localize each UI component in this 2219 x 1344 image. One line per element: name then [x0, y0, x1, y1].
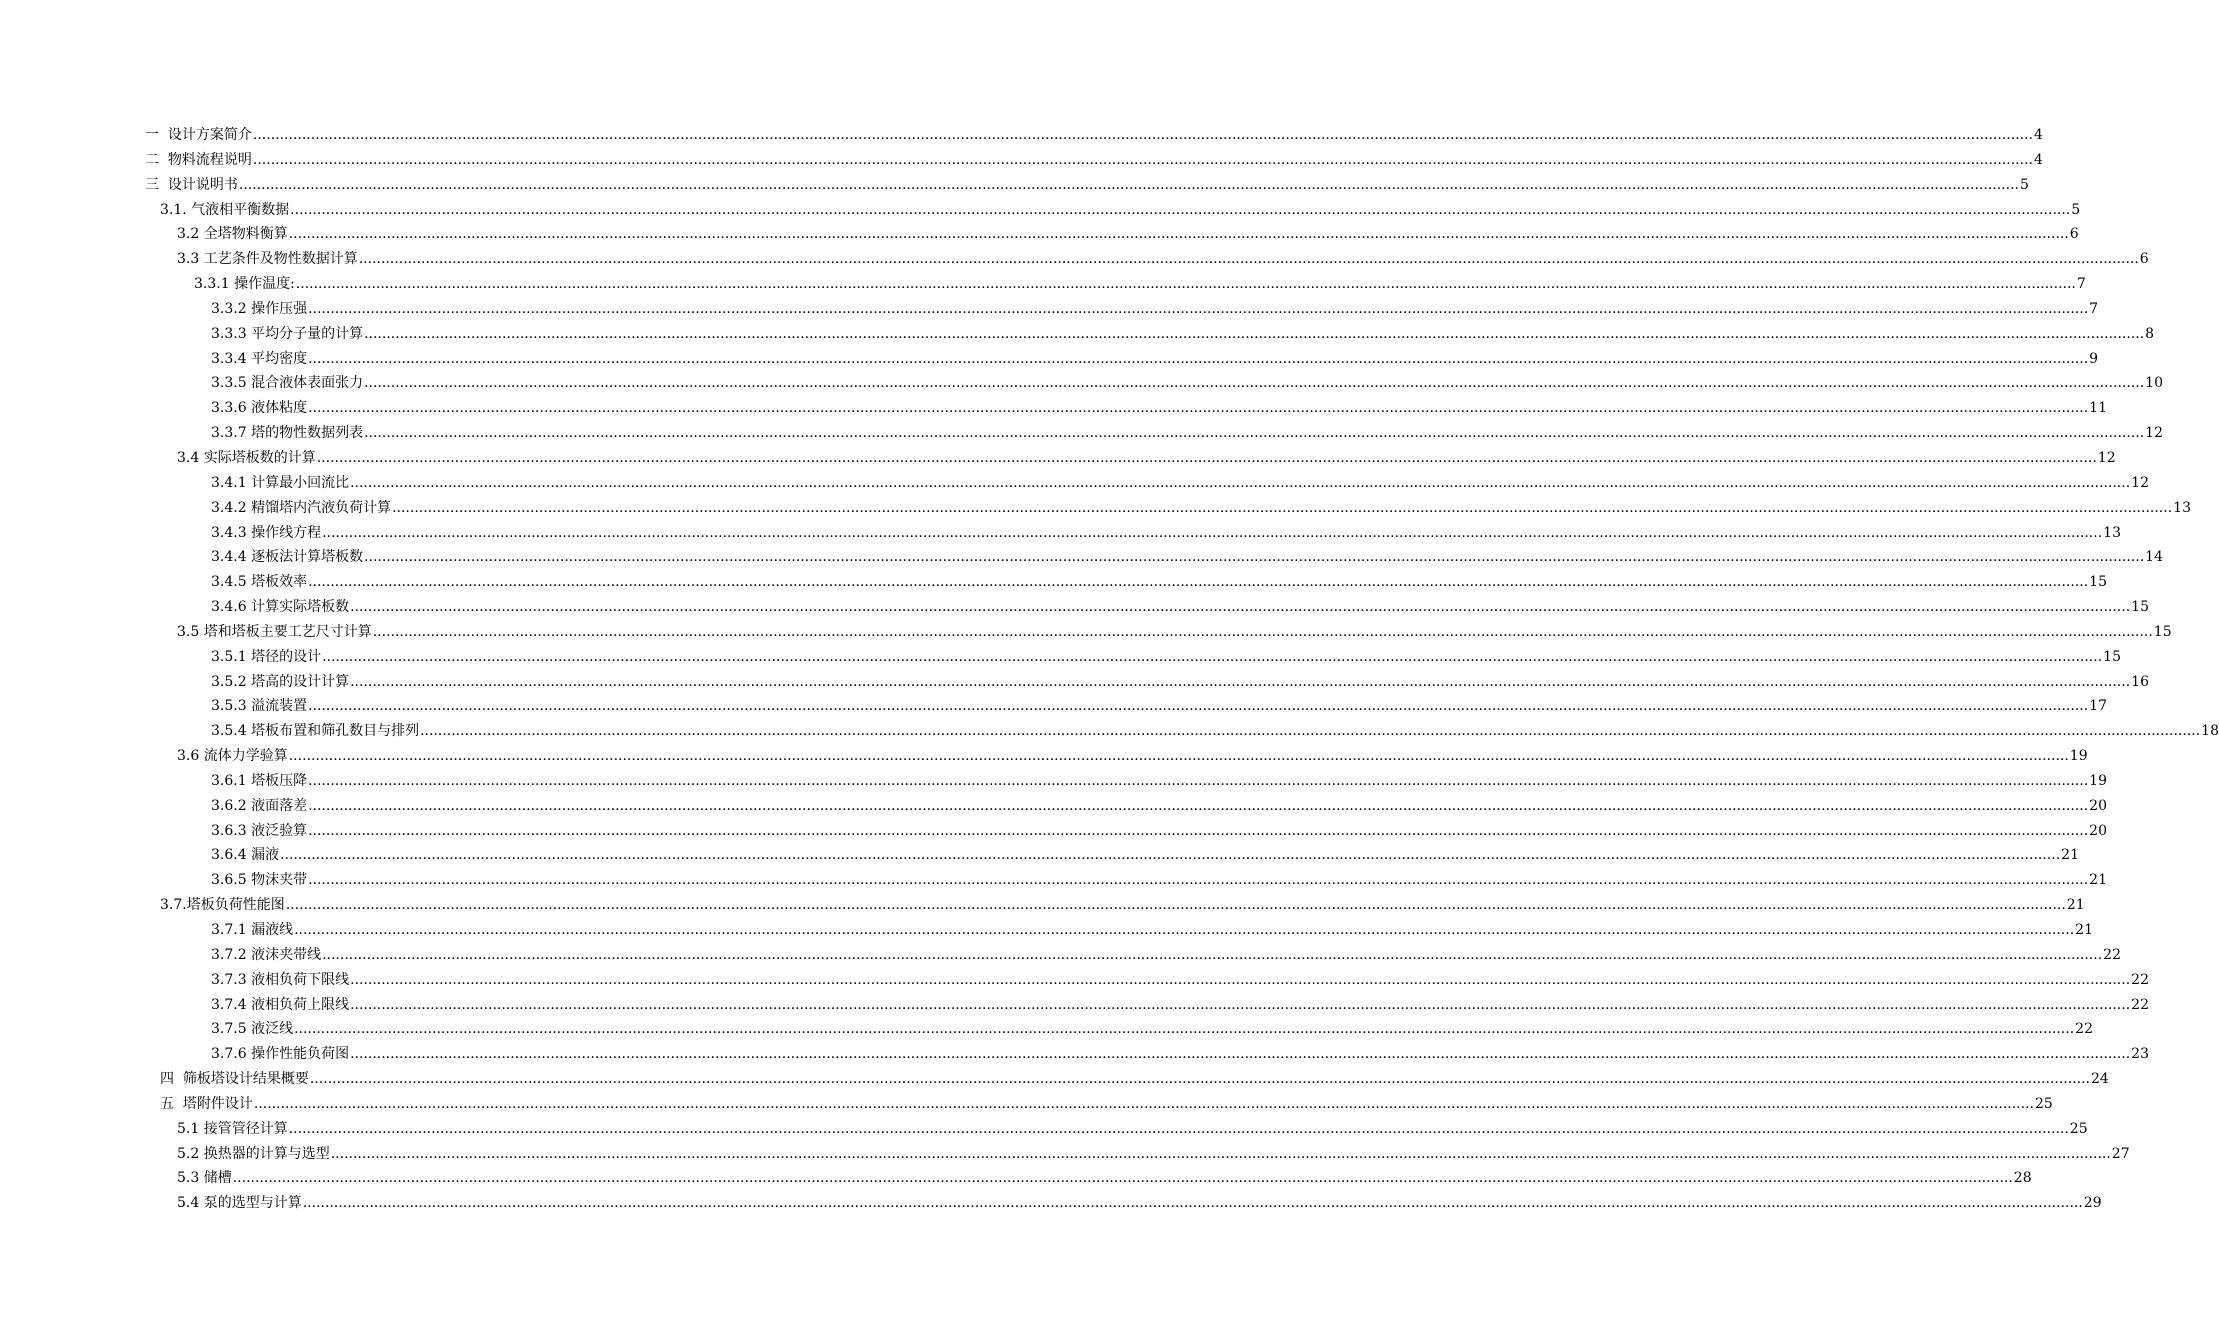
- toc-leader-dots: ................................................................................................................................................................................................................................................................................................................................................................................................................: [308, 772, 2089, 789]
- toc-entry-title: 3.7.5 液泛线: [211, 1021, 294, 1038]
- toc-entry-title: 3.3.3 平均分子量的计算: [211, 325, 364, 342]
- toc-entry-page-number: 12: [2097, 449, 2116, 466]
- toc-entry[interactable]: [145, 123, 2043, 148]
- toc-entry[interactable]: [211, 421, 2163, 446]
- toc-entry-page-number: 13: [2173, 499, 2191, 516]
- toc-entry-page-number: 6: [2069, 226, 2079, 243]
- toc-entry[interactable]: [211, 645, 2121, 670]
- toc-entry-title: 一 设计方案简介: [145, 127, 252, 143]
- toc-entry[interactable]: [177, 620, 2172, 645]
- toc-leader-dots: ................................................................................................................................................................................................................................................................................................................................................................................................................: [322, 648, 2103, 665]
- toc-entry[interactable]: [177, 1166, 2032, 1191]
- toc-entry-title: 3.7.2 液沫夹带线: [211, 946, 322, 963]
- toc-entry-page-number: 22: [2131, 971, 2149, 988]
- toc-entry[interactable]: [177, 1191, 2102, 1216]
- toc-entry[interactable]: [211, 545, 2163, 570]
- toc-leader-dots: ................................................................................................................................................................................................................................................................................................................................................................................................................: [316, 449, 2097, 466]
- toc-entry-page-number: 22: [2075, 1021, 2093, 1038]
- toc-leader-dots: ................................................................................................................................................................................................................................................................................................................................................................................................................: [350, 673, 2131, 690]
- toc-entry-title: 3.7.1 漏液线: [211, 922, 294, 938]
- toc-entry-page-number: 15: [2131, 599, 2149, 616]
- toc-entry[interactable]: [211, 347, 2099, 372]
- toc-entry-page-number: 27: [2111, 1145, 2130, 1162]
- toc-entry[interactable]: [211, 371, 2163, 396]
- toc-entry[interactable]: [211, 521, 2121, 546]
- toc-leader-dots: ................................................................................................................................................................................................................................................................................................................................................................................................................: [253, 1095, 2034, 1112]
- toc-leader-dots: ................................................................................................................................................................................................................................................................................................................................................................................................................: [364, 375, 2145, 392]
- toc-leader-dots: ................................................................................................................................................................................................................................................................................................................................................................................................................: [364, 425, 2145, 442]
- toc-entry-page-number: 9: [2089, 350, 2099, 367]
- toc-entry-title: 3.3.5 混合液体表面张力: [211, 375, 364, 392]
- toc-entry-title: 3.6.1 塔板压降: [211, 772, 308, 789]
- toc-entry[interactable]: [211, 868, 2107, 893]
- toc-leader-dots: ................................................................................................................................................................................................................................................................................................................................................................................................................: [308, 872, 2089, 889]
- toc-entry-title: 3.4.2 精馏塔内汽液负荷计算: [211, 499, 392, 516]
- toc-entry-title: 5.2 换热器的计算与选型: [177, 1145, 330, 1162]
- toc-entry[interactable]: [194, 272, 2086, 297]
- toc-entry[interactable]: [211, 993, 2149, 1018]
- toc-entry[interactable]: [211, 471, 2149, 496]
- toc-entry-title: 3.6 流体力学验算: [177, 748, 288, 765]
- toc-entry-page-number: 20: [2089, 797, 2107, 814]
- toc-leader-dots: ................................................................................................................................................................................................................................................................................................................................................................................................................: [308, 350, 2089, 367]
- toc-entry-title: 3.3.1 操作温度:: [194, 276, 295, 293]
- toc-entry-title: 五 塔附件设计: [160, 1095, 253, 1112]
- toc-leader-dots: ................................................................................................................................................................................................................................................................................................................................................................................................................: [364, 325, 2145, 342]
- toc-leader-dots: ................................................................................................................................................................................................................................................................................................................................................................................................................: [308, 300, 2089, 317]
- toc-leader-dots: ................................................................................................................................................................................................................................................................................................................................................................................................................: [372, 623, 2153, 640]
- toc-leader-dots: ................................................................................................................................................................................................................................................................................................................................................................................................................: [350, 971, 2131, 988]
- toc-entry[interactable]: [211, 670, 2149, 695]
- toc-entry[interactable]: [211, 843, 2079, 868]
- toc-entry-title: 3.2 全塔物料衡算: [177, 226, 288, 243]
- toc-entry-title: 3.6.2 液面落差: [211, 797, 308, 814]
- toc-entry-title: 3.5.2 塔高的设计计算: [211, 673, 350, 690]
- toc-entry-title: 四 筛板塔设计结果概要: [160, 1071, 309, 1088]
- toc-leader-dots: ................................................................................................................................................................................................................................................................................................................................................................................................................: [232, 1170, 2013, 1187]
- toc-entry-title: 5.4 泵的选型与计算: [177, 1195, 302, 1212]
- toc-entry-page-number: 21: [2075, 922, 2093, 938]
- toc-entry[interactable]: [177, 1117, 2088, 1142]
- toc-entry-page-number: 16: [2131, 673, 2149, 690]
- toc-entry[interactable]: [211, 322, 2155, 347]
- toc-entry[interactable]: [211, 297, 2099, 322]
- toc-entry[interactable]: [211, 496, 2191, 521]
- toc-leader-dots: ................................................................................................................................................................................................................................................................................................................................................................................................................: [288, 748, 2069, 765]
- toc-entry-page-number: 11: [2089, 400, 2107, 417]
- toc-entry-title: 3.3.6 液体粘度: [211, 400, 308, 417]
- toc-entry[interactable]: [211, 1017, 2093, 1042]
- toc-entry[interactable]: [177, 222, 2079, 247]
- toc-entry-page-number: 29: [2083, 1195, 2102, 1212]
- toc-leader-dots: ................................................................................................................................................................................................................................................................................................................................................................................................................: [308, 698, 2089, 715]
- toc-leader-dots: ................................................................................................................................................................................................................................................................................................................................................................................................................: [252, 127, 2033, 143]
- toc-entry-page-number: 15: [2153, 623, 2172, 640]
- toc-entry-page-number: 25: [2069, 1120, 2088, 1137]
- toc-entry-title: 3.4 实际塔板数的计算: [177, 449, 316, 466]
- toc-entry-title: 3.3.4 平均密度: [211, 350, 308, 367]
- toc-entry[interactable]: [211, 819, 2107, 844]
- toc-entry-page-number: 17: [2089, 698, 2107, 715]
- toc-entry-page-number: 25: [2034, 1095, 2053, 1112]
- toc-entry-page-number: 15: [2089, 574, 2107, 591]
- toc-leader-dots: ................................................................................................................................................................................................................................................................................................................................................................................................................: [364, 549, 2145, 566]
- toc-entry-title: 3.7.3 液相负荷下限线: [211, 971, 350, 988]
- toc-entry-title: 二 物料流程说明: [145, 151, 252, 168]
- toc-entry[interactable]: [145, 148, 2043, 173]
- toc-entry-title: 3.5 塔和塔板主要工艺尺寸计算: [177, 623, 372, 640]
- toc-entry-title: 3.6.3 液泛验算: [211, 822, 308, 839]
- toc-entry-title: 3.4.1 计算最小回流比: [211, 474, 350, 491]
- toc-entry[interactable]: [177, 744, 2088, 769]
- toc-leader-dots: ................................................................................................................................................................................................................................................................................................................................................................................................................: [322, 524, 2103, 541]
- toc-entry-title: 3.4.5 塔板效率: [211, 574, 308, 591]
- toc-leader-dots: ................................................................................................................................................................................................................................................................................................................................................................................................................: [308, 574, 2089, 591]
- toc-entry-page-number: 24: [2090, 1071, 2109, 1088]
- toc-leader-dots: ................................................................................................................................................................................................................................................................................................................................................................................................................: [288, 1120, 2069, 1137]
- toc-entry-title: 3.5.4 塔板布置和筛孔数目与排列: [211, 723, 420, 740]
- toc-entry-page-number: 13: [2103, 524, 2121, 541]
- toc-entry-title: 3.1. 气液相平衡数据: [160, 201, 290, 218]
- toc-entry[interactable]: [145, 173, 2029, 198]
- toc-entry-title: 3.4.6 计算实际塔板数: [211, 599, 350, 616]
- toc-entry-page-number: 21: [2066, 897, 2085, 914]
- toc-leader-dots: ................................................................................................................................................................................................................................................................................................................................................................................................................: [302, 1195, 2083, 1212]
- toc-entry-title: 3.6.4 漏液: [211, 847, 280, 864]
- toc-entry-title: 3.7.塔板负荷性能图: [160, 897, 285, 914]
- toc-entry-page-number: 4: [2033, 127, 2043, 143]
- toc-leader-dots: ................................................................................................................................................................................................................................................................................................................................................................................................................: [308, 822, 2089, 839]
- toc-entry-title: 5.3 储槽: [177, 1170, 232, 1187]
- toc-entry[interactable]: [211, 1042, 2149, 1067]
- toc-entry-page-number: 20: [2089, 822, 2107, 839]
- toc-entry-page-number: 5: [2071, 201, 2081, 218]
- toc-entry-page-number: 22: [2131, 996, 2149, 1013]
- toc-leader-dots: ................................................................................................................................................................................................................................................................................................................................................................................................................: [252, 151, 2033, 168]
- toc-entry-title: 3.4.4 逐板法计算塔板数: [211, 549, 364, 566]
- toc-entry[interactable]: [211, 719, 2219, 744]
- toc-leader-dots: ................................................................................................................................................................................................................................................................................................................................................................................................................: [288, 226, 2069, 243]
- toc-entry-page-number: 12: [2145, 425, 2163, 442]
- toc-entry[interactable]: [160, 1067, 2109, 1092]
- toc-leader-dots: ................................................................................................................................................................................................................................................................................................................................................................................................................: [420, 723, 2201, 740]
- toc-entry-page-number: 28: [2013, 1170, 2032, 1187]
- toc-entry-title: 3.5.1 塔径的设计: [211, 648, 322, 665]
- toc-entry-title: 3.4.3 操作线方程: [211, 524, 322, 541]
- toc-leader-dots: ................................................................................................................................................................................................................................................................................................................................................................................................................: [309, 1071, 2090, 1088]
- toc-leader-dots: ................................................................................................................................................................................................................................................................................................................................................................................................................: [350, 996, 2131, 1013]
- toc-entry-page-number: 19: [2069, 748, 2088, 765]
- toc-entry-title: 3.6.5 物沫夹带: [211, 872, 308, 889]
- toc-entry-title: 5.1 接管管径计算: [177, 1120, 288, 1137]
- table-of-contents: [0, 123, 2219, 1216]
- toc-leader-dots: ................................................................................................................................................................................................................................................................................................................................................................................................................: [295, 276, 2076, 293]
- toc-leader-dots: ................................................................................................................................................................................................................................................................................................................................................................................................................: [294, 1021, 2075, 1038]
- toc-entry-page-number: 6: [2139, 251, 2149, 268]
- toc-leader-dots: ................................................................................................................................................................................................................................................................................................................................................................................................................: [350, 474, 2131, 491]
- toc-leader-dots: ................................................................................................................................................................................................................................................................................................................................................................................................................: [290, 201, 2071, 218]
- toc-entry-page-number: 21: [2089, 872, 2107, 889]
- toc-entry-page-number: 4: [2033, 151, 2043, 168]
- toc-leader-dots: ................................................................................................................................................................................................................................................................................................................................................................................................................: [350, 1046, 2131, 1063]
- toc-entry[interactable]: [160, 1092, 2053, 1117]
- toc-entry[interactable]: [160, 893, 2085, 918]
- toc-entry[interactable]: [211, 769, 2107, 794]
- toc-leader-dots: ................................................................................................................................................................................................................................................................................................................................................................................................................: [330, 1145, 2111, 1162]
- toc-entry[interactable]: [211, 694, 2107, 719]
- toc-leader-dots: ................................................................................................................................................................................................................................................................................................................................................................................................................: [358, 251, 2139, 268]
- toc-entry[interactable]: [211, 968, 2149, 993]
- toc-entry[interactable]: [160, 198, 2081, 223]
- toc-leader-dots: ................................................................................................................................................................................................................................................................................................................................................................................................................: [285, 897, 2066, 914]
- toc-entry[interactable]: [211, 396, 2107, 421]
- toc-leader-dots: ................................................................................................................................................................................................................................................................................................................................................................................................................: [308, 400, 2089, 417]
- toc-entry[interactable]: [211, 943, 2121, 968]
- toc-leader-dots: ................................................................................................................................................................................................................................................................................................................................................................................................................: [322, 946, 2103, 963]
- toc-entry[interactable]: [177, 446, 2116, 471]
- toc-entry-page-number: 12: [2131, 474, 2149, 491]
- toc-entry-title: 3.3.7 塔的物性数据列表: [211, 425, 364, 442]
- toc-entry-title: 3.3 工艺条件及物性数据计算: [177, 251, 358, 268]
- toc-entry-title: 3.3.2 操作压强: [211, 300, 308, 317]
- toc-entry-page-number: 7: [2089, 300, 2099, 317]
- toc-leader-dots: ................................................................................................................................................................................................................................................................................................................................................................................................................: [280, 847, 2061, 864]
- toc-entry[interactable]: [177, 247, 2149, 272]
- toc-entry-title: 三 设计说明书: [145, 176, 238, 193]
- toc-entry-page-number: 14: [2145, 549, 2163, 566]
- toc-entry-page-number: 10: [2145, 375, 2163, 392]
- toc-leader-dots: ................................................................................................................................................................................................................................................................................................................................................................................................................: [238, 176, 2019, 193]
- toc-entry[interactable]: [177, 1142, 2130, 1167]
- toc-entry-page-number: 15: [2103, 648, 2121, 665]
- toc-entry-page-number: 23: [2131, 1046, 2149, 1063]
- toc-entry-title: 3.7.4 液相负荷上限线: [211, 996, 350, 1013]
- toc-leader-dots: ................................................................................................................................................................................................................................................................................................................................................................................................................: [350, 599, 2131, 616]
- toc-leader-dots: ................................................................................................................................................................................................................................................................................................................................................................................................................: [308, 797, 2089, 814]
- toc-entry-page-number: 7: [2076, 276, 2086, 293]
- toc-entry[interactable]: [211, 570, 2107, 595]
- toc-entry-page-number: 22: [2103, 946, 2121, 963]
- toc-entry-title: 3.5.3 溢流装置: [211, 698, 308, 715]
- toc-entry-page-number: 18: [2201, 723, 2219, 740]
- toc-entry-title: 3.7.6 操作性能负荷图: [211, 1046, 350, 1063]
- toc-leader-dots: ................................................................................................................................................................................................................................................................................................................................................................................................................: [294, 922, 2075, 938]
- toc-entry-page-number: 21: [2061, 847, 2079, 864]
- toc-entry-page-number: 19: [2089, 772, 2107, 789]
- toc-entry-page-number: 5: [2019, 176, 2029, 193]
- toc-entry[interactable]: [211, 595, 2149, 620]
- toc-leader-dots: ................................................................................................................................................................................................................................................................................................................................................................................................................: [392, 499, 2173, 516]
- toc-entry[interactable]: [211, 918, 2093, 943]
- toc-entry-page-number: 8: [2145, 325, 2155, 342]
- toc-entry[interactable]: [211, 794, 2107, 819]
